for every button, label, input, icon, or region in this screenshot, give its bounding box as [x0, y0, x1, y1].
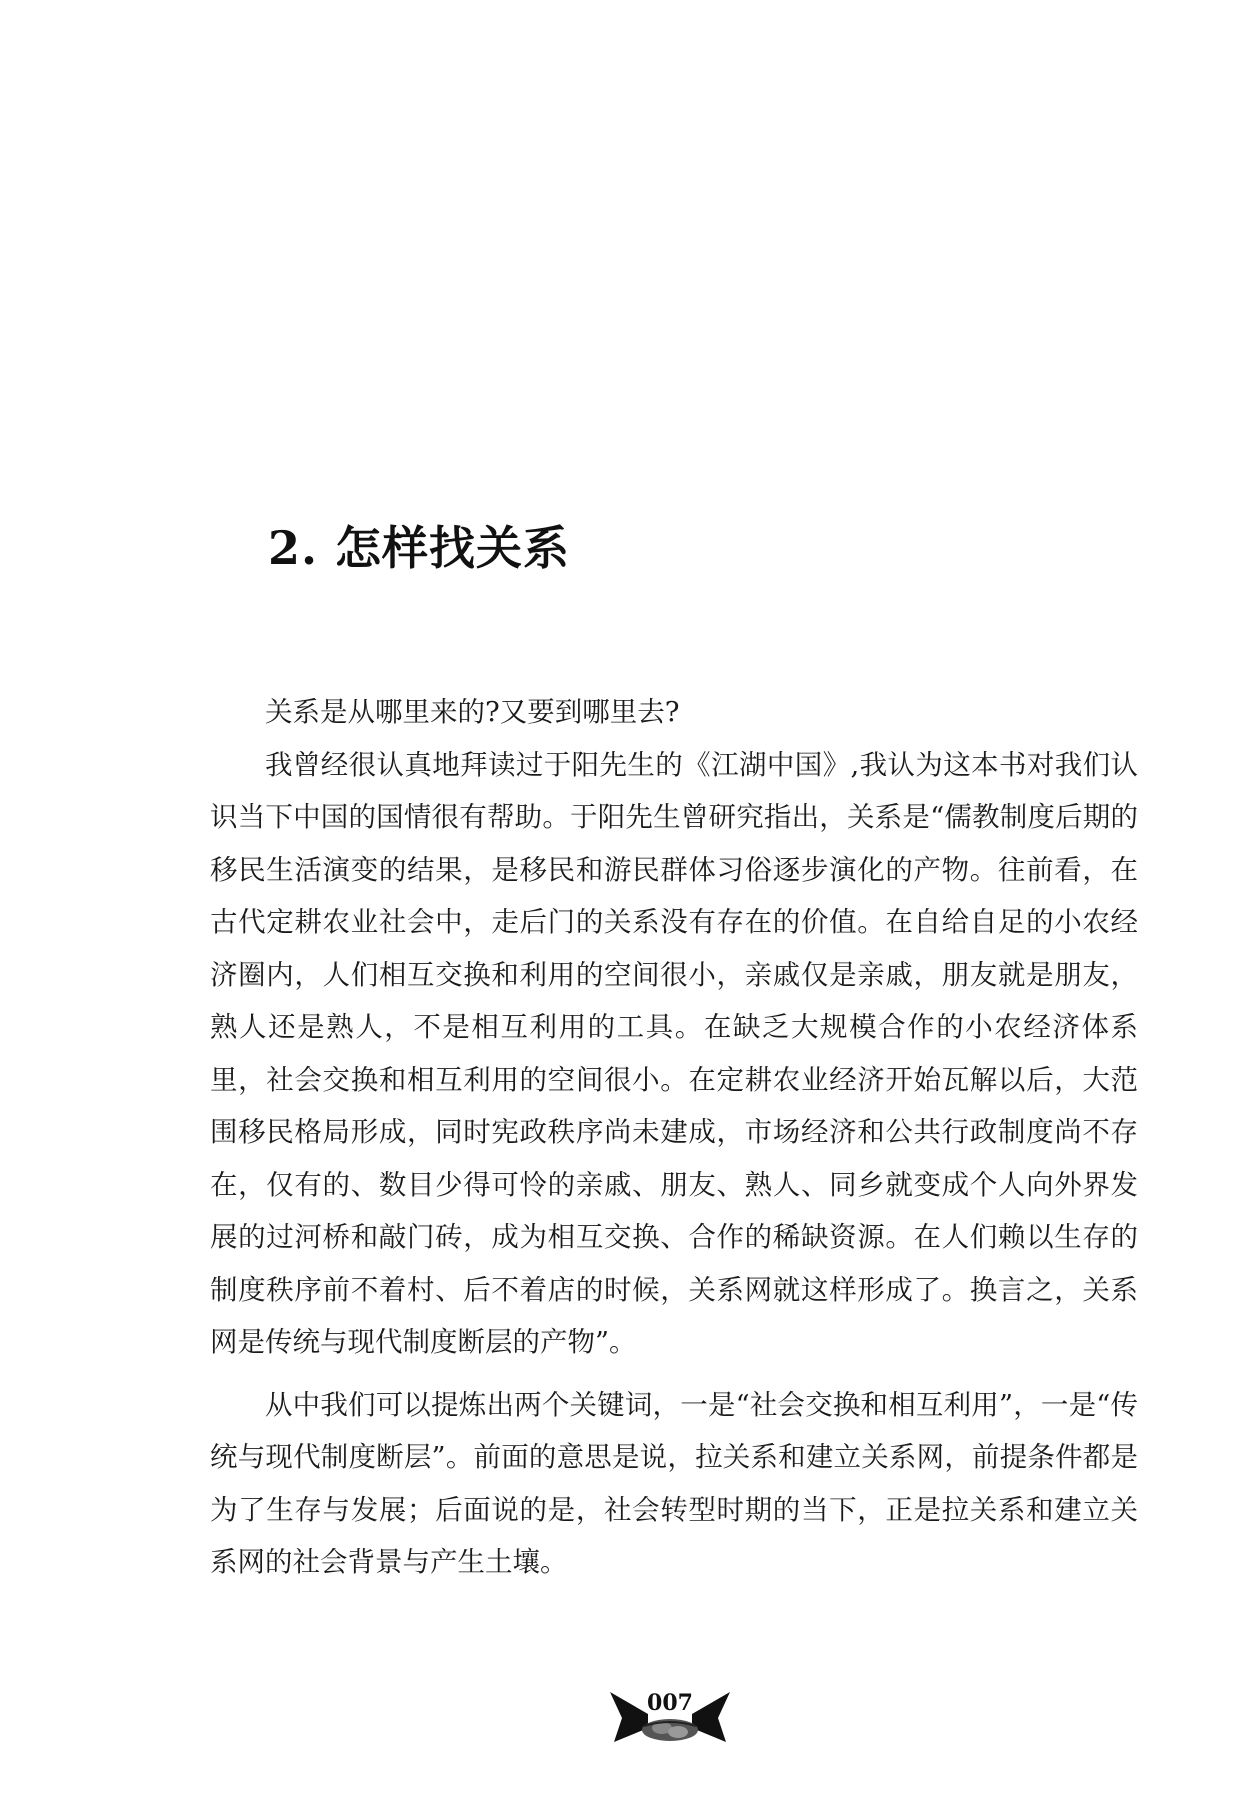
- body-text: [210, 686, 1138, 1589]
- paragraph-question: 关系是从哪里来的?又要到哪里去?: [265, 696, 680, 728]
- page-footer: [608, 1688, 732, 1746]
- paragraph-quote: 我曾经很认真地拜读过于阳先生的《江湖中国》,我认为这本书对我们认识当下中国的国情很有帮助。于阳先生曾研究指出，关系是“儒教制度后期的移民生活演变的结果，是移民和游民群体习俗逐步演化的产物。往前看，在古代定耕农业社会中，走后门的关系没有存在的价值。在自给自足的小农经济圈内，人们相互交换和利用的空间很小，亲戚仅是亲戚，朋友就是朋友，熟人还是熟人，不是相互利用的工具。在缺乏大规模合作的小农经济体系里，社会交换和相互利用的空间很小。在定耕农业经济开始瓦解以后，大范围移民格局形成，同时宪政秩序尚未建成，市场经济和公共行政制度尚不存在，仅有的、数目少得可怜的亲戚、朋友、熟人、同乡就变成个人向外界发展的过河桥和敲门砖，成为相互交换、合作的稀缺资源。在人们赖以生存的制度秩序前不着村、后不着店的时候，关系网就这样形成了。换言之，关系网是传统与现代制度断层的产物”。: [210, 748, 1138, 1358]
- chapter-title: 2. 怎样找关系: [268, 521, 571, 575]
- paragraph-keywords: 从中我们可以提炼出两个关键词，一是“社会交换和相互利用”，一是“传统与现代制度断层”。前面的意思是说，拉关系和建立关系网，前提条件都是为了生存与发展；后面说的是，社会转型时期的当下，正是拉关系和建立关系网的社会背景与产生土壤。: [210, 1388, 1138, 1578]
- page-number: 007: [647, 1690, 693, 1716]
